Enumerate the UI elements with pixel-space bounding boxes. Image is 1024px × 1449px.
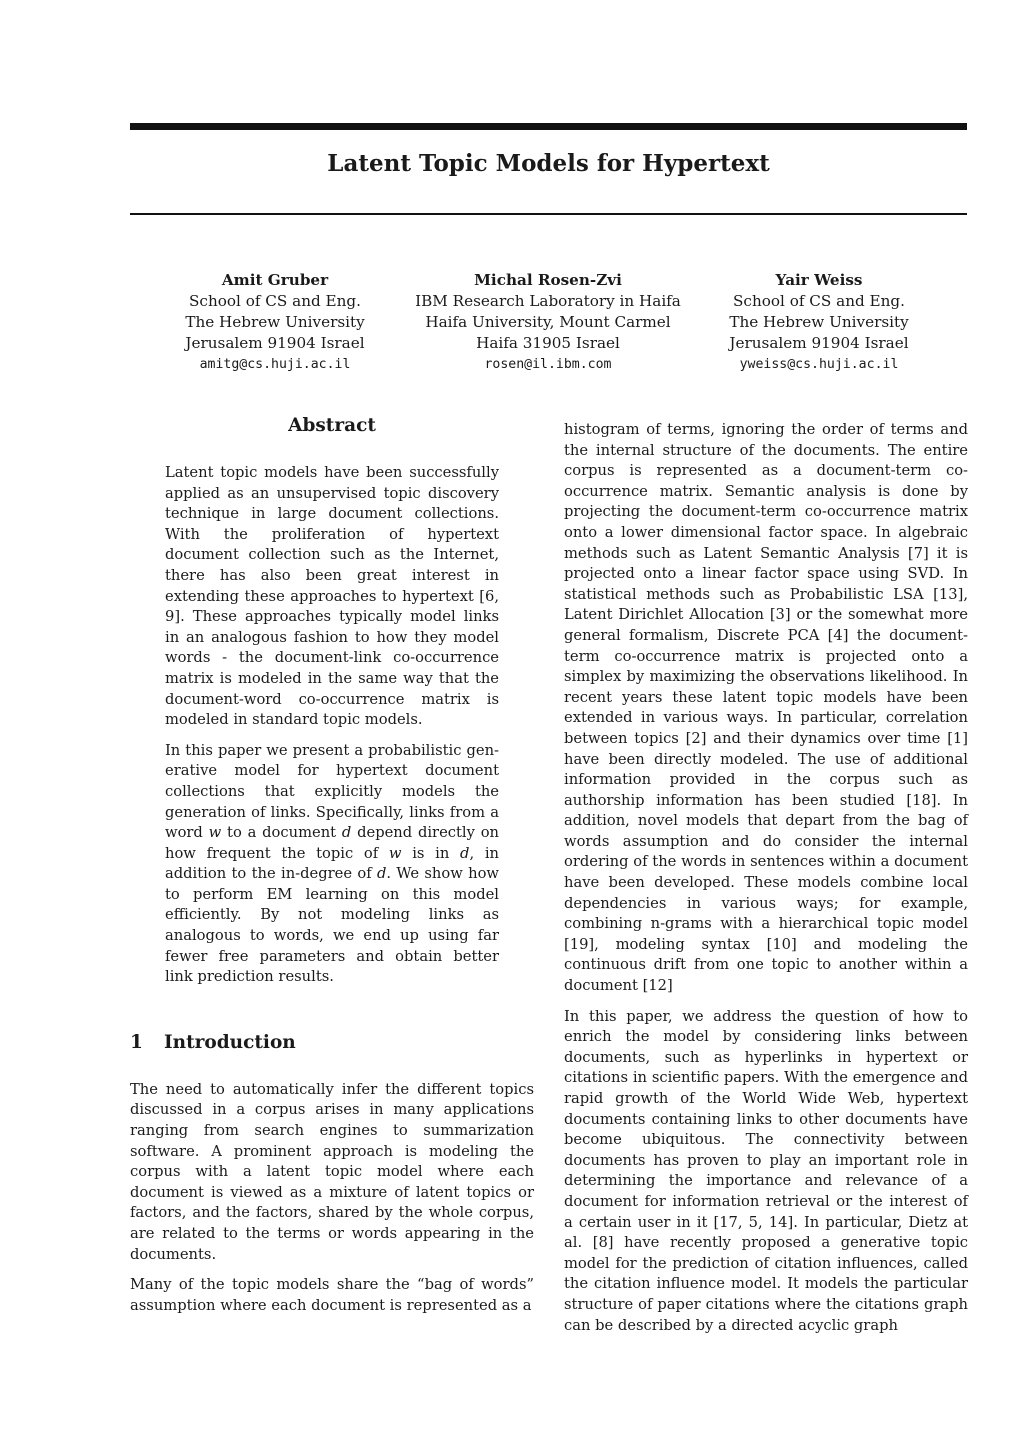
author-affiliation: The Hebrew University	[185, 313, 365, 331]
author-2	[403, 270, 693, 375]
author-3	[674, 270, 964, 375]
intro-paragraph-1: The need to automatically infer the different topics discussed in a corpus arises in many applications ranging from search engines to summarization software. A prominent approach is modeling the corpus with a latent topic model where each document is viewed as a mixture of latent topics or factors, and the factors, shared by the whole corpus, are related to the terms or words appearing in the documents.	[130, 1080, 534, 1263]
intro-paragraph-2: Many of the topic models share the “bag of words” assumption where each document is represented as a	[130, 1276, 534, 1314]
title-bottom-rule	[130, 213, 967, 215]
top-rule	[130, 123, 967, 130]
author-affiliation: School of CS and Eng.	[733, 292, 905, 310]
author-affiliation: Haifa University, Mount Carmel	[425, 313, 671, 331]
author-address: Jerusalem 91904 Israel	[729, 334, 909, 352]
abstract-body	[130, 463, 534, 988]
abstract-paragraph-1: Latent topic models have been successfully applied as an unsupervised topic discovery technique in large document collections. With the proliferation of hypertext document collection such as the Internet, there has also been great interest in extending these approaches to hypertext [6, 9]. These approaches typically model links in an analogous fashion to how they model words - the document-link co-occurrence matrix is modeled in the same way that the document-word co-occurrence matrix is modeled in standard topic models.	[165, 464, 499, 729]
right-paragraph-1: histogram of terms, ignoring the order of terms and the internal structure of the documents. The entire corpus is represented as a document-term co-occurrence matrix. Semantic analysis is done by projecting the document-term co-occurrence matrix onto a lower dimensional factor space. In algebraic methods such as Latent Semantic Analysis [7] it is projected onto a linear factor space using SVD. In statistical methods such as Probabilistic LSA [13], Latent Dirichlet Allocation [3] or the somewhat more general formalism, Discrete PCA [4] the document-term co-occurrence matrix is projected onto a simplex by maximizing the observations likelihood. In recent years these latent topic models have been extended in various ways. In particular, correlation between topics [2] and their dynamics over time [1] have been directly modeled. The use of additional information provided in the corpus such as authorship information has been studied [18]. In addition, novel models that depart from the bag of words assumption and do consider the internal ordering of the words in sentences within a document have been developed. These models combine local dependencies in various ways; for example, combining n-grams with a hierarchical topic model [19], modeling syntax [10] and modeling the continuous drift from one topic to another within a document [12]	[564, 421, 968, 995]
right-paragraph-2: In this paper, we address the question of how to enrich the model by considering links between documents, such as hyperlinks in hypertext or citations in scientific papers. With the emergence and rapid growth of the World Wide Web, hypertext documents containing links to other documents have become ubiquitous. The connectivity between documents has proven to play an important role in determining the importance and relevance of a document for information retrieval or the interest of a certain user in it [17, 5, 14]. In particular, Dietz at al. [8] have recently proposed a generative topic model for the prediction of citation influences, called the citation influence model. It models the particular structure of paper citations where the citations graph can be described by a directed acyclic graph	[564, 1007, 968, 1334]
author-affiliation: IBM Research Laboratory in Haifa	[415, 292, 681, 310]
section-heading-introduction	[130, 1032, 534, 1053]
author-affiliation: School of CS and Eng.	[189, 292, 361, 310]
section-number: 1	[130, 1031, 143, 1053]
author-name: Michal Rosen-Zvi	[474, 271, 622, 289]
author-address: Jerusalem 91904 Israel	[185, 334, 365, 352]
author-email: rosen@il.ibm.com	[484, 357, 612, 372]
left-column	[130, 415, 534, 1316]
author-name: Amit Gruber	[221, 271, 329, 289]
author-email: yweiss@cs.huji.ac.il	[739, 357, 899, 372]
author-1	[130, 270, 420, 375]
right-column	[564, 420, 968, 1336]
abstract-heading: Abstract	[288, 415, 376, 436]
author-name: Yair Weiss	[775, 271, 863, 289]
author-email: amitg@cs.huji.ac.il	[199, 357, 351, 372]
abstract-paragraph-2: In this paper we present a probabilistic generative model for hypertext document collections that explicitly models the generation of links. Specifically, links from a word w to a document d depend directly on how frequent the topic of w is in d, in addition to the in-degree of d. We show how to perform EM learning on this model efficiently. By not modeling links as analogous to words, we end up using far fewer free parameters and obtain better link prediction results.	[165, 741, 500, 986]
section-title: Introduction	[164, 1031, 296, 1053]
introduction-body	[130, 1080, 534, 1317]
paper-title: Latent Topic Models for Hypertext	[327, 150, 770, 177]
author-address: Haifa 31905 Israel	[476, 334, 620, 352]
author-affiliation: The Hebrew University	[729, 313, 909, 331]
